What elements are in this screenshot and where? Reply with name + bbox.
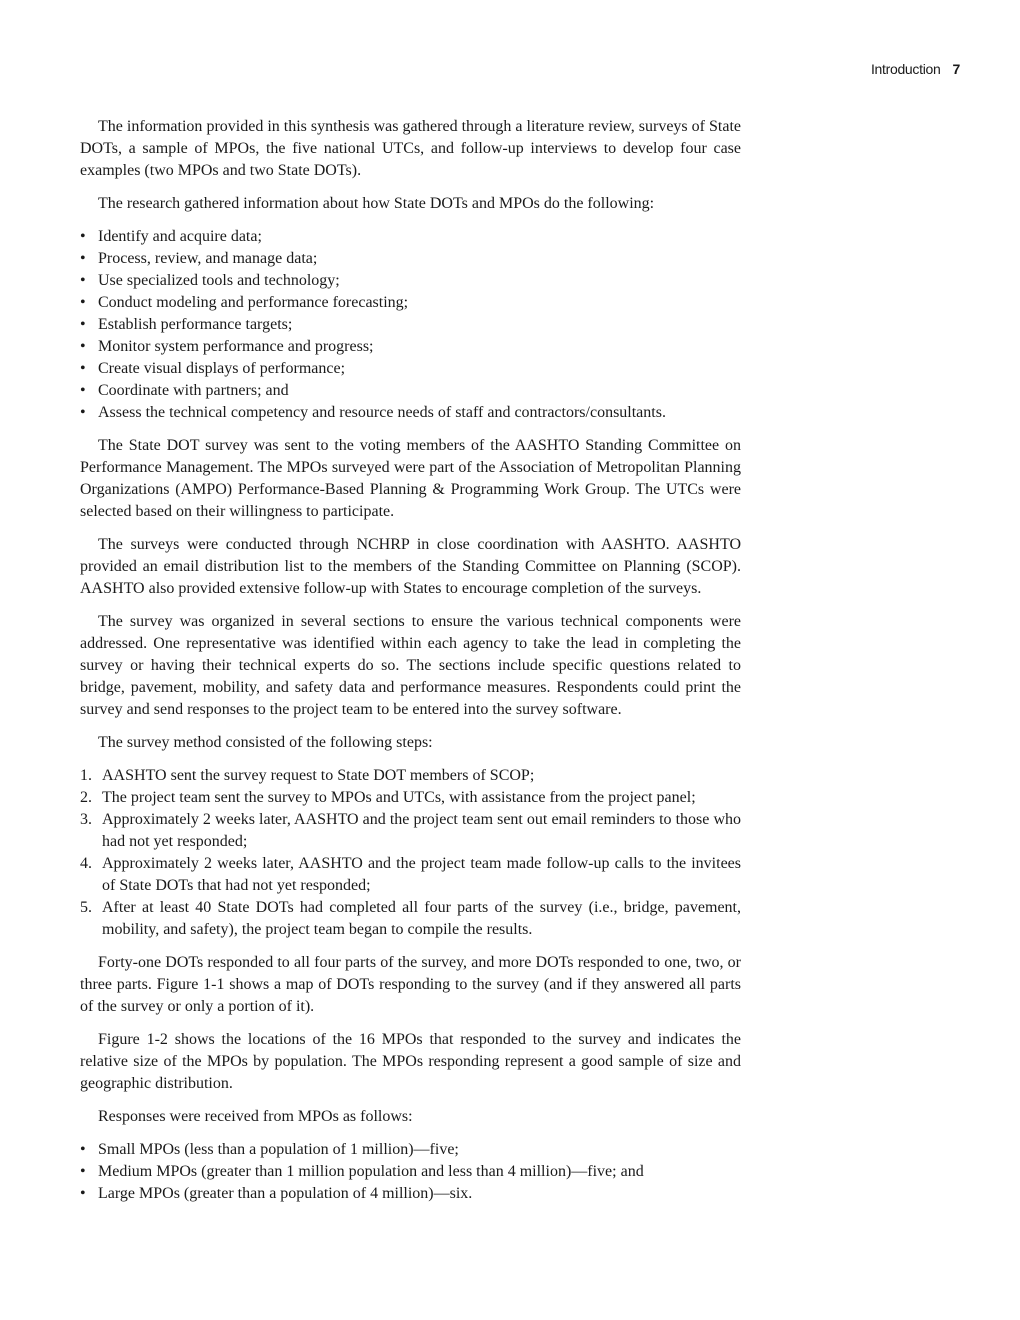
step-text: Approximately 2 weeks later, AASHTO and the project team made follow-up calls to the invitees of State DOTs that had not yet responded;	[102, 855, 741, 894]
list-item: • Process, review, and manage data;	[80, 248, 741, 270]
paragraph: The survey was organized in several sections to ensure the various technical components were addressed. One representative was identified within each agency to take the lead in completing the survey or having their technical experts do so. The sections include specific questions related to bridge, pavement, mobility, and safety data and performance measures. Respondents could print the survey and send responses to the project team to be entered into the survey software.	[80, 613, 741, 718]
list-item: • Conduct modeling and performance forecasting;	[80, 292, 741, 314]
list-item: • Small MPOs (less than a population of 1 million)—five;	[80, 1139, 741, 1161]
paragraph: The research gathered information about how State DOTs and MPOs do the following:	[98, 195, 655, 212]
step-text: AASHTO sent the survey request to State DOT members of SCOP;	[102, 767, 535, 784]
mpo-responses-list	[80, 1139, 741, 1205]
running-header	[871, 58, 960, 80]
paragraph: Responses were received from MPOs as follows:	[98, 1108, 413, 1125]
list-item: • Identify and acquire data;	[80, 226, 741, 248]
step-text: The project team sent the survey to MPOs and UTCs, with assistance from the project panel;	[102, 789, 696, 806]
list-item	[80, 853, 741, 897]
paragraph: The information provided in this synthesis was gathered through a literature review, surveys of State DOTs, a sample of MPOs, the five national UTCs, and follow-up interviews to develop four case examples (two MPOs and two State DOTs).	[80, 118, 741, 179]
paragraph: The survey method consisted of the following steps:	[98, 734, 433, 751]
step-number: 4.	[80, 855, 92, 872]
list-item: • Use specialized tools and technology;	[80, 270, 741, 292]
list-item	[80, 787, 741, 809]
step-text: After at least 40 State DOTs had completed all four parts of the survey (i.e., bridge, pavement, mobility, and safety), the project team began to compile the results.	[102, 899, 741, 938]
paragraph: Figure 1-2 shows the locations of the 16 MPOs that responded to the survey and indicates the relative size of the MPOs by population. The MPOs responding represent a good sample of size and geographic distribution.	[80, 1031, 741, 1092]
paragraph: The State DOT survey was sent to the voting members of the AASHTO Standing Committee on Performance Management. The MPOs surveyed were part of the Association of Metropolitan Planning Organizations (AMPO) Performance-Based Planning & Programming Work Group. The UTCs were selected based on their willingness to participate.	[80, 437, 741, 520]
list-item: • Assess the technical competency and resource needs of staff and contractors/consultants.	[80, 402, 741, 424]
step-number: 5.	[80, 899, 92, 916]
step-number: 1.	[80, 767, 92, 784]
page-body	[80, 116, 741, 1216]
list-item	[80, 897, 741, 941]
list-item	[80, 765, 741, 787]
paragraph: Forty-one DOTs responded to all four parts of the survey, and more DOTs responded to one, two, or three parts. Figure 1-1 shows a map of DOTs responding to the survey (and if they answered all parts of the survey or only a portion of it).	[80, 954, 741, 1015]
step-text: Approximately 2 weeks later, AASHTO and the project team sent out email reminders to those who had not yet responded;	[102, 811, 741, 850]
list-item	[80, 809, 741, 853]
paragraph: The surveys were conducted through NCHRP in close coordination with AASHTO. AASHTO provided an email distribution list to the members of the Standing Committee on Planning (SCOP). AASHTO also provided extensive follow-up with States to encourage completion of the surveys.	[80, 536, 741, 597]
list-item: • Monitor system performance and progress;	[80, 336, 741, 358]
section-title: Introduction	[870, 61, 941, 77]
step-number: 3.	[80, 811, 92, 828]
list-item: • Create visual displays of performance;	[80, 358, 741, 380]
list-item: • Large MPOs (greater than a population of 4 million)—six.	[80, 1183, 741, 1205]
list-item: • Coordinate with partners; and	[80, 380, 741, 402]
page-number: 7	[952, 61, 960, 77]
step-number: 2.	[80, 789, 92, 806]
list-item: • Establish performance targets;	[80, 314, 741, 336]
list-item: • Medium MPOs (greater than 1 million population and less than 4 million)—five; and	[80, 1161, 741, 1183]
research-topics-list	[80, 226, 741, 424]
survey-steps-list	[80, 765, 741, 941]
